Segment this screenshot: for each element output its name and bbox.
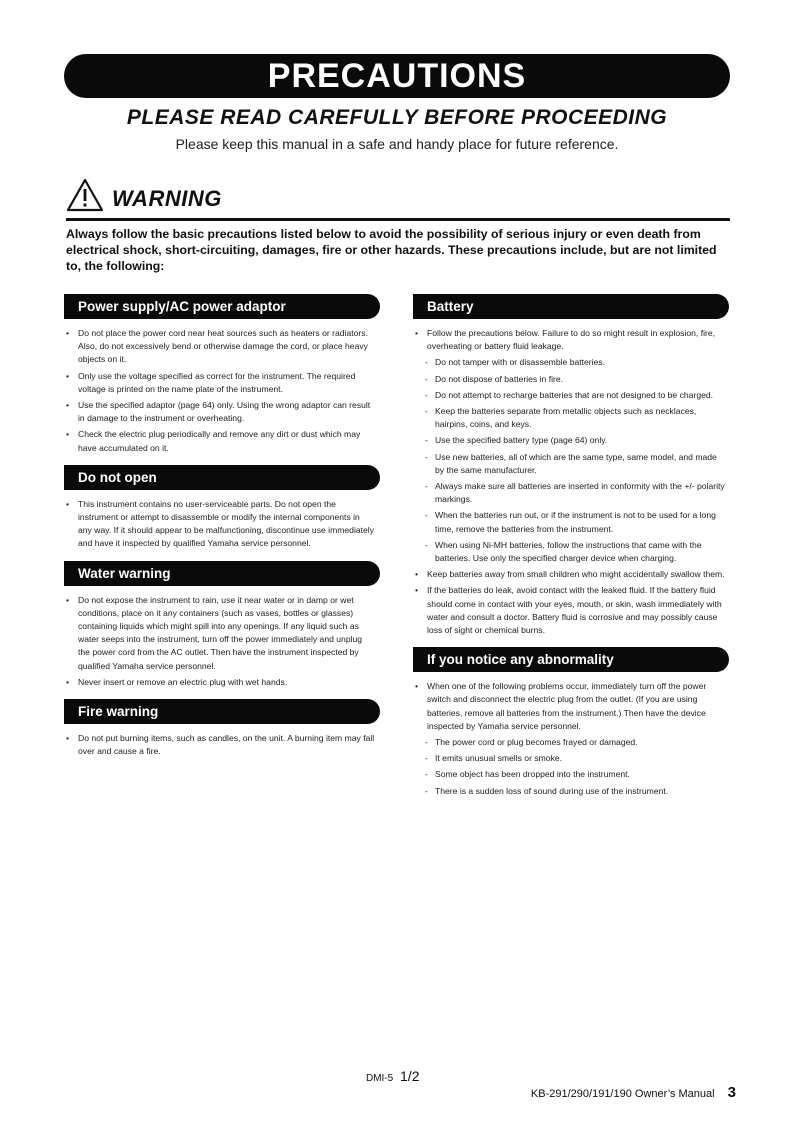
page-number: 3: [727, 1084, 736, 1101]
sub-item: - Do not attempt to recharge batteries that are not designed to be charged.: [413, 389, 725, 402]
bullet-item: • Do not place the power cord near heat sources such as heaters or radiators. Also, do not excessively bend or otherwise damage the cord, or place heavy objects on it.: [64, 327, 376, 367]
sub-item: - Always make sure all batteries are inserted in conformity with the +/- polarity markings.: [413, 480, 725, 506]
sub-item: - Some object has been dropped into the instrument.: [413, 768, 725, 781]
warning-header: [66, 178, 730, 221]
precaution-section: [64, 561, 380, 689]
page-subtitle: PLEASE READ CAREFULLY BEFORE PROCEEDING: [126, 106, 668, 129]
warning-intro: Always follow the basic precautions listed below to avoid the possibility of serious injury or even death from electrical shock, short-circuiting, damages, fire or other hazards. These precautions include, but are not limited to, the following:: [66, 227, 717, 273]
warning-triangle-icon: [66, 178, 104, 212]
sub-item: - It emits unusual smells or smoke.: [413, 752, 725, 765]
manual-footer: [531, 1084, 736, 1101]
precaution-list: [64, 732, 380, 758]
precaution-list: [64, 327, 380, 455]
manual-title: KB-291/290/191/190 Owner’s Manual: [530, 1088, 715, 1100]
left-column: [64, 294, 380, 768]
sub-item: - Do not dispose of batteries in fire.: [413, 373, 725, 386]
sub-item: - When the batteries run out, or if the instrument is not to be used for a long time, remove the batteries from the instrument.: [413, 509, 725, 535]
precaution-list: [64, 594, 380, 689]
reference-note: Please keep this manual in a safe and handy place for future reference.: [175, 136, 619, 152]
document-code: [366, 1068, 419, 1084]
precaution-list: [413, 680, 729, 798]
sub-item: - Use new batteries, all of which are the same type, same model, and made by the same manufacturer.: [413, 451, 725, 477]
bullet-item: • Keep batteries away from small children who might accidentally swallow them.: [413, 568, 725, 581]
section-heading: Power supply/AC power adaptor: [64, 294, 380, 319]
document-code-label: DMI-5: [366, 1073, 394, 1084]
sub-item: - There is a sudden loss of sound during use of the instrument.: [413, 785, 725, 798]
warning-title: WARNING: [112, 186, 222, 211]
precaution-section: [64, 699, 380, 758]
sub-item: - Keep the batteries separate from metallic objects such as necklaces, hairpins, coins, and keys.: [413, 405, 725, 431]
bullet-item: • Use the specified adaptor (page 64) only. Using the wrong adaptor can result in damage to the instrument or overheating.: [64, 399, 376, 425]
bullet-item: • Follow the precautions below. Failure to do so might result in explosion, fire, overheating or battery fluid leakage.: [413, 327, 725, 353]
precaution-section: [413, 294, 729, 637]
sub-item: - Use the specified battery type (page 64) only.: [413, 434, 725, 447]
sub-item: - Do not tamper with or disassemble batteries.: [413, 356, 725, 369]
precaution-section: [64, 465, 380, 551]
bullet-item: • Do not put burning items, such as candles, on the unit. A burning item may fall over and cause a fire.: [64, 732, 376, 758]
section-heading: Battery: [413, 294, 729, 319]
bullet-item: • Do not expose the instrument to rain, use it near water or in damp or wet conditions, place on it any containers (such as vases, bottles or glasses) containing liquids which might spill into any openings. If any liquid such as water seeps into the instrument, turn off the power immediately and unplug the power cord from the AC outlet. Then have the instrument inspected by qualified Yamaha service personnel.: [64, 594, 376, 673]
sub-item: - The power cord or plug becomes frayed or damaged.: [413, 736, 725, 749]
page-title: PRECAUTIONS: [64, 54, 730, 98]
precaution-section: [413, 647, 729, 798]
bullet-item: • Never insert or remove an electric plug with wet hands.: [64, 676, 376, 689]
page-fraction: 1/2: [400, 1068, 420, 1084]
precaution-list: [64, 498, 380, 551]
section-heading: Water warning: [64, 561, 380, 586]
section-heading: Do not open: [64, 465, 380, 490]
bullet-item: • Only use the voltage specified as correct for the instrument. The required voltage is printed on the name plate of the instrument.: [64, 370, 376, 396]
section-heading: Fire warning: [64, 699, 380, 724]
bullet-item: • This instrument contains no user-serviceable parts. Do not open the instrument or attempt to disassemble or modify the internal components in any way. If it should appear to be malfunctioning, discontinue use immediately and have it inspected by qualified Yamaha service personnel.: [64, 498, 376, 551]
right-column: [413, 294, 729, 808]
bullet-item: • Check the electric plug periodically and remove any dirt or dust which may have accumulated on it.: [64, 428, 376, 454]
section-heading: If you notice any abnormality: [413, 647, 729, 672]
precaution-section: [64, 294, 380, 455]
sub-item: - When using Ni-MH batteries, follow the instructions that came with the batteries. Use only the specified charger device when charging.: [413, 539, 725, 565]
bullet-item: • If the batteries do leak, avoid contact with the leaked fluid. If the battery fluid should come in contact with your eyes, mouth, or skin, wash immediately with water and consult a doctor. Battery fluid is corrosive and may possibly cause loss of sight or chemical burns.: [413, 584, 725, 637]
bullet-item: • When one of the following problems occur, immediately turn off the power switch and disconnect the electric plug from the outlet. (If you are using batteries, remove all batteries from the instrument.) Then have the device inspected by Yamaha service personnel.: [413, 680, 725, 733]
precaution-list: [413, 327, 729, 637]
